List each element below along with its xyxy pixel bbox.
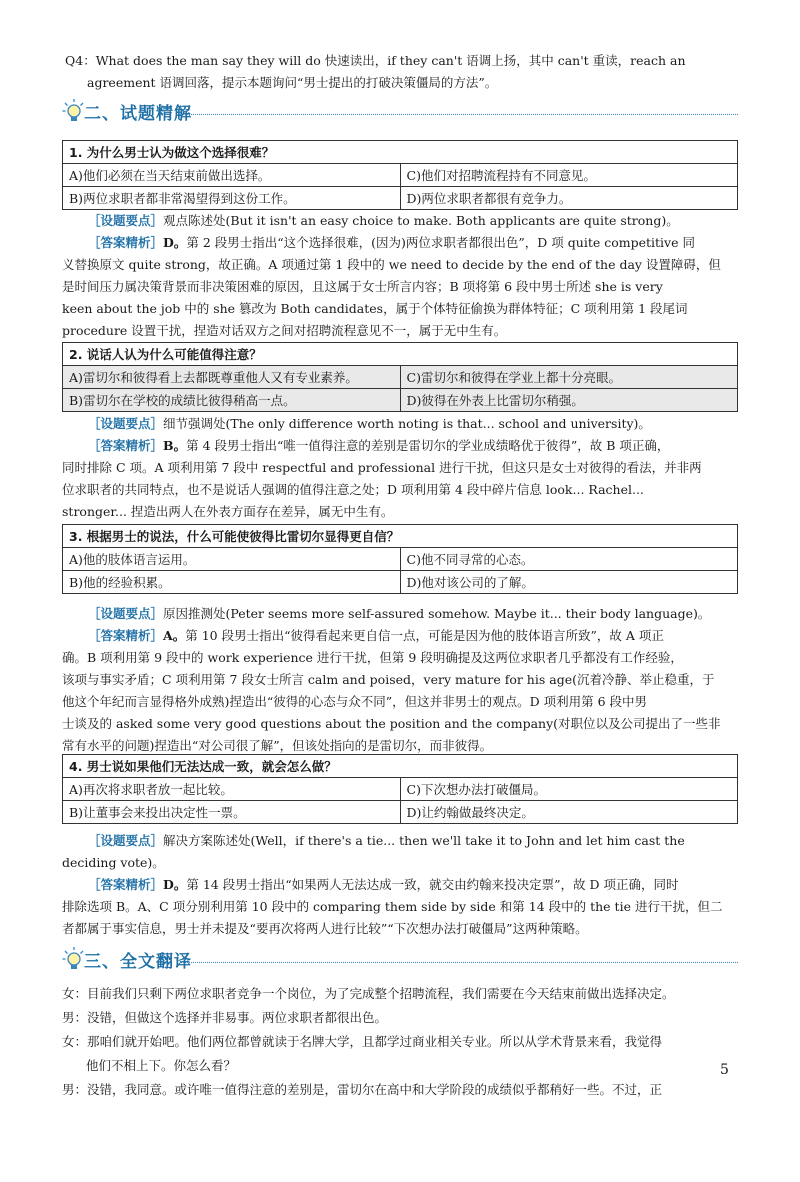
answer-letter: B。 [163,438,187,453]
question-stem: 1. 为什么男士认为做这个选择很难？ [63,141,738,164]
answer-text: 士谈及的 asked some very good questions about the position and the company(对职位以及公司提出了一些非 [62,716,721,731]
option-d: D)让约翰做最终决定。 [400,801,738,824]
question-table-4 [62,754,738,824]
page-number: 5 [720,1062,729,1078]
answer-text: 确。B 项利用第 9 段中的 work experience 进行干扰，但第 9 段明确提及这两位求职者几乎都没有工作经验， [62,650,683,665]
answer-text: 同时排除 C 项。A 项利用第 7 段中 respectful and professional 进行干扰，但这只是女士对彼得的看法，并非两 [62,460,702,475]
key-point-tag: ［设题要点］ [88,213,164,228]
option-d: D)两位求职者都很有竞争力。 [400,187,738,210]
lightbulb-icon [62,98,86,124]
key-point-tag: ［设题要点］ [88,833,164,848]
key-point-text: 细节强调处(The only difference worth noting is that... school and university)。 [163,416,651,431]
answer-text: 者都属于事实信息，男士并未提及“要再次将两人进行比较”“下次想办法打破僵局”这两种策略。 [62,921,588,936]
key-point-text: deciding vote)。 [62,855,165,870]
answer-text: 排除选项 B。A、C 项分别利用第 10 段中的 comparing them side by side 和第 14 段中的 the tie 进行干扰，但二 [62,899,723,914]
full-translation [62,982,738,1102]
dotted-divider [180,962,738,963]
question-stem: 4. 男士说如果他们无法达成一致，就会怎么做？ [63,755,738,778]
option-b: B)他的经验积累。 [63,571,401,594]
question-stem: 2. 说话人认为什么可能值得注意？ [63,343,738,366]
q4-explanation [65,50,745,94]
option-a: A)雷切尔和彼得看上去都既尊重他人又有专业素养。 [63,366,401,389]
section-title: 二、试题精解 [84,104,192,124]
answer-text: procedure 设置干扰，捏造对话双方之间对招聘流程意见不一，属于无中生有。 [62,323,507,338]
dotted-divider [180,114,738,115]
answer-text: 第 4 段男士指出“唯一值得注意的差别是雷切尔的学业成绩略优于彼得”，故 B 项正确， [186,438,670,453]
answer-text: 位求职者的共同特点，也不是说话人强调的值得注意之处；D 项利用第 4 段中碎片信息 look... Rachel... [62,482,644,497]
analysis-1 [62,210,738,342]
answer-text: 第 10 段男士指出“彼得看起来更自信一点，可能是因为他的肢体语言所致”，故 A 项正 [185,628,664,643]
option-d: D)彼得在外表上比雷切尔稍强。 [400,389,738,412]
option-a: A)他们必须在当天结束前做出选择。 [63,164,401,187]
answer-tag: ［答案精析］ [88,877,164,892]
q4-line-2: agreement 语调回落，提示本题询问“男士提出的打破决策僵局的方法”。 [87,75,498,90]
dialogue-line: 女：那咱们就开始吧。他们两位都曾就读于名牌大学，且都学过商业相关专业。所以从学术背景来看，我觉得 [62,1034,663,1049]
dialogue-line: 他们不相上下。你怎么看？ [86,1058,237,1073]
section-header-analysis [62,98,738,126]
question-table-2 [62,342,738,412]
answer-tag: ［答案精析］ [88,235,164,250]
option-a: A)再次将求职者放一起比较。 [63,778,401,801]
section-title: 三、全文翻译 [84,952,192,972]
answer-tag: ［答案精析］ [88,628,164,643]
answer-text: 第 14 段男士指出“如果两人无法达成一致，就交由约翰来投决定票”，故 D 项正确，同时 [186,877,679,892]
key-point-tag: ［设题要点］ [88,606,164,621]
dialogue-line: 男：没错，但做这个选择并非易事。两位求职者都很出色。 [62,1010,388,1025]
dialogue-line: 女：目前我们只剩下两位求职者竞争一个岗位，为了完成整个招聘流程，我们需要在今天结束前做出选择决定。 [62,986,675,1001]
key-point-text: 原因推测处(Peter seems more self-assured somehow. Maybe it... their body language)。 [163,606,711,621]
key-point-tag: ［设题要点］ [88,416,164,431]
q4-line-1: Q4：What does the man say they will do 快速读出，if they can't 语调上扬，其中 can't 重读，reach an [65,53,686,68]
analysis-3 [62,603,738,757]
question-table-3 [62,524,738,594]
dialogue-line: 男：没错，我同意。或许唯一值得注意的差别是，雷切尔在高中和大学阶段的成绩似乎都稍好一些。不过，正 [62,1082,663,1097]
option-b: B)雷切尔在学校的成绩比彼得稍高一点。 [63,389,401,412]
option-c: C)他们对招聘流程持有不同意见。 [400,164,738,187]
answer-text: 义替换原文 quite strong，故正确。A 项通过第 1 段中的 we need to decide by the end of the day 设置障碍，但 [62,257,721,272]
option-d: D)他对该公司的了解。 [400,571,738,594]
answer-text: 该项与事实矛盾；C 项利用第 7 段女士所言 calm and poised，very mature for his age(沉着冷静、举止稳重，于 [62,672,715,687]
answer-letter: D。 [163,877,187,892]
option-a: A)他的肢体语言运用。 [63,548,401,571]
question-stem: 3. 根据男士的说法，什么可能使彼得比雷切尔显得更自信？ [63,525,738,548]
option-c: C)下次想办法打破僵局。 [400,778,738,801]
answer-text: 第 2 段男士指出“这个选择很难，(因为)两位求职者都很出色”，D 项 quite competitive 同 [186,235,695,250]
lightbulb-icon [62,946,86,972]
answer-text: 是时间压力属决策背景而非决策困难的原因，且这属于女士所言内容；B 项将第 6 段中男士所述 she is very [62,279,663,294]
key-point-text: 解决方案陈述处(Well，if there's a tie... then we'll take it to John and let him cast the [163,833,685,848]
option-b: B)两位求职者都非常渴望得到这份工作。 [63,187,401,210]
answer-text: 常有水平的问题)捏造出“对公司很了解”，但该处指向的是雷切尔，而非彼得。 [62,738,493,753]
answer-letter: D。 [163,235,187,250]
key-point-text: 观点陈述处(But it isn't an easy choice to make. Both applicants are quite strong)。 [163,213,679,228]
answer-tag: ［答案精析］ [88,438,164,453]
section-header-translation [62,946,738,974]
analysis-2 [62,413,738,523]
answer-text: 他这个年纪而言显得格外成熟)捏造出“彼得的心态与众不同”，但这并非男士的观点。D 项利用第 6 段中男 [62,694,648,709]
option-c: C)他不同寻常的心态。 [400,548,738,571]
option-b: B)让董事会来投出决定性一票。 [63,801,401,824]
answer-text: keen about the job 中的 she 篡改为 Both candidates，属于个体特征偷换为群体特征；C 项利用第 1 段尾词 [62,301,688,316]
answer-letter: A。 [163,628,186,643]
question-table-1 [62,140,738,210]
option-c: C)雷切尔和彼得在学业上都十分亮眼。 [400,366,738,389]
analysis-4 [62,830,738,940]
answer-text: stronger... 捏造出两人在外表方面存在差异，属无中生有。 [62,504,394,519]
